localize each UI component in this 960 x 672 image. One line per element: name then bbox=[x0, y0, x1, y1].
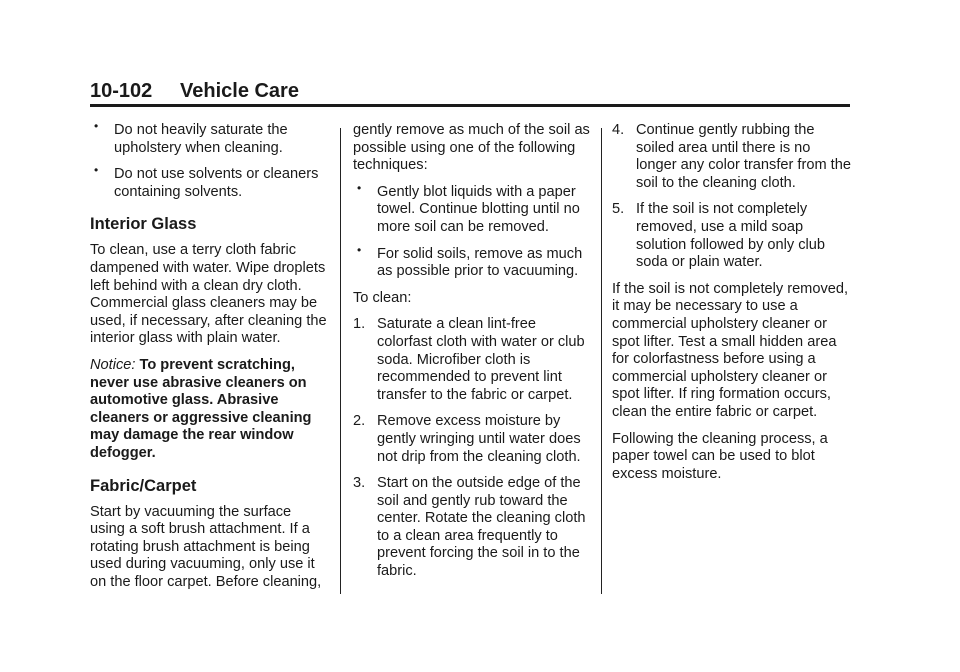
notice bbox=[90, 357, 330, 463]
notice-text: To prevent scratching, never use abrasive cleaners on automotive glass. Abrasive cleaners or aggressive cleaning may damage the rear window defogger. bbox=[90, 356, 312, 461]
section-title: Vehicle Care bbox=[180, 80, 299, 102]
step-item: 5. If the soil is not completely removed, use a mild soap solution followed by only club soda or plain water. bbox=[612, 201, 826, 271]
column-1 bbox=[90, 119, 330, 600]
step-item: 1. Saturate a clean lint-free colorfast cloth with water or club soda. Microfiber cloth is recommended to prevent lint transfer to the fabric or carpet. bbox=[353, 316, 585, 403]
notice-label: Notice: bbox=[90, 356, 136, 373]
list-item: • Do not heavily saturate the upholstery when cleaning. bbox=[94, 119, 288, 156]
column-divider-1 bbox=[340, 128, 341, 594]
bullet-icon: • bbox=[357, 180, 362, 195]
header-rule bbox=[90, 104, 850, 107]
heading-fabric-carpet: Fabric/Carpet bbox=[90, 476, 197, 495]
bullet-icon: • bbox=[94, 163, 99, 178]
to-clean-label: To clean: bbox=[353, 289, 412, 306]
paragraph: To clean, use a terry cloth fabric dampened with water. Wipe droplets left behind with a clean dry cloth. Commercial glass cleaners may be used, if necessary, after cleaning the interior glass with plain water. bbox=[90, 242, 327, 347]
column-divider-2 bbox=[601, 128, 602, 594]
heading-interior-glass: Interior Glass bbox=[90, 215, 197, 234]
step-item: 3. Start on the outside edge of the soil and gently rub toward the center. Rotate the cleaning cloth to a clean area frequently to prevent forcing the soil in to the fabric. bbox=[353, 475, 586, 580]
list-item: • Gently blot liquids with a paper towel. Continue blotting until no more soil can be removed. bbox=[357, 180, 580, 235]
bullet-icon: • bbox=[94, 119, 99, 133]
page-number: 10-102 bbox=[90, 80, 153, 102]
column-3 bbox=[612, 122, 852, 492]
list-item: • For solid soils, remove as much as possible prior to vacuuming. bbox=[357, 242, 583, 280]
paragraph: gently remove as much of the soil as possible using one of the following techniques: bbox=[353, 122, 590, 174]
paragraph: Start by vacuuming the surface using a soft brush attachment. If a rotating brush attachment is being used during vacuuming, only use it on the floor carpet. Before cleaning, bbox=[90, 503, 322, 590]
list-item: • Do not use solvents or cleaners containing solvents. bbox=[94, 163, 319, 200]
bullet-icon: • bbox=[357, 242, 362, 257]
paragraph: Following the cleaning process, a paper towel can be used to blot excess moisture. bbox=[612, 430, 828, 482]
step-item: 4. Continue gently rubbing the soiled area until there is no longer any color transfer from the soil to the cleaning cloth. bbox=[612, 122, 851, 191]
column-2 bbox=[353, 122, 593, 590]
paragraph: If the soil is not completely removed, it may be necessary to use a commercial upholstery cleaner or spot lifter. Test a small hidden area for colorfastness before using a commercial upholstery cleaner or spot lifter. If ring formation occurs, clean the entire fabric or carpet. bbox=[612, 280, 849, 420]
step-item: 2. Remove excess moisture by gently wringing until water does not drip from the cleaning cloth. bbox=[353, 413, 581, 465]
